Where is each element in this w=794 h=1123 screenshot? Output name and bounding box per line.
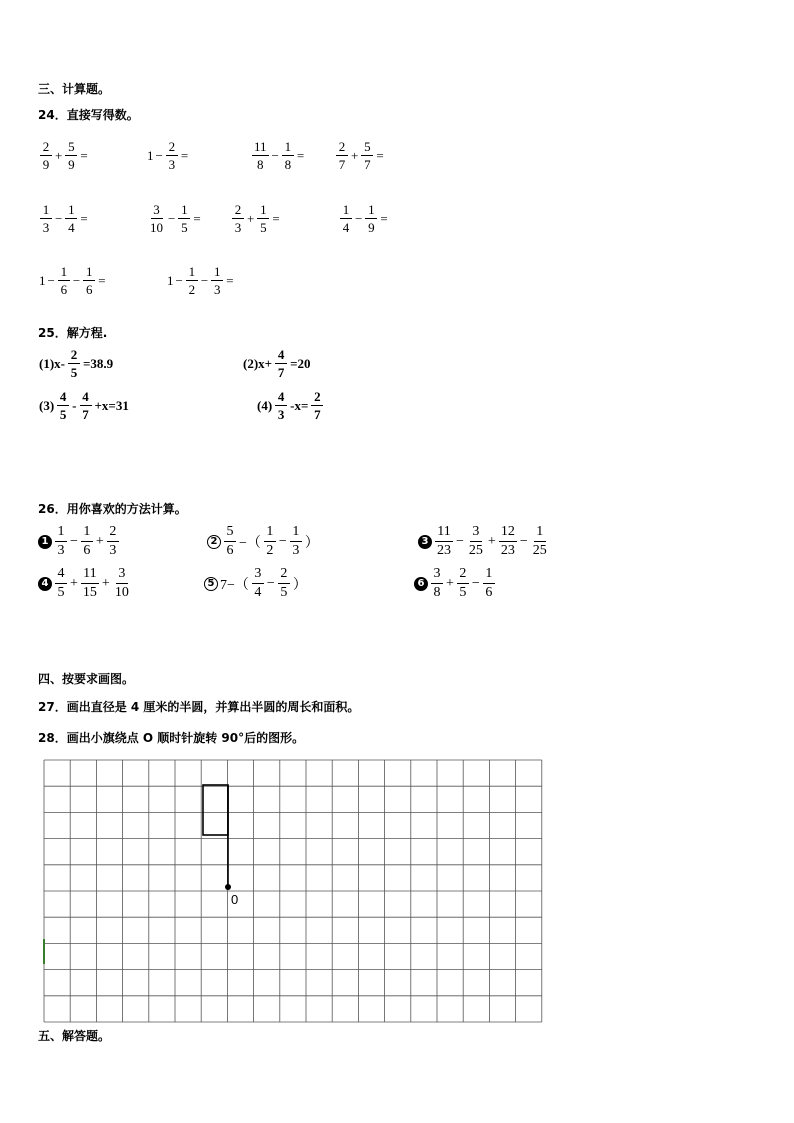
- q24-expr: [338, 203, 389, 234]
- math-text: =: [376, 147, 384, 163]
- fraction: [57, 390, 69, 421]
- fraction: [531, 525, 549, 558]
- numerator: 1: [264, 525, 276, 542]
- denominator: 2: [266, 543, 274, 558]
- section-4-title: 四、按要求画图。: [38, 672, 135, 686]
- flag-shape: [203, 785, 228, 835]
- q24-expr: [230, 203, 281, 234]
- math-text: −: [278, 533, 287, 549]
- math-text: +: [446, 575, 454, 591]
- numerator: 4: [275, 348, 287, 364]
- q24-title: 24．直接写得数。: [38, 108, 139, 122]
- fraction: [290, 525, 302, 558]
- math-text: =: [226, 272, 234, 288]
- section-3-title: 三、计算题。: [38, 82, 111, 96]
- grid-lines: [44, 760, 542, 1022]
- math-text: +: [487, 533, 496, 549]
- item-marker-icon: 5: [204, 577, 218, 591]
- fraction: [252, 567, 264, 600]
- denominator: 15: [82, 585, 97, 600]
- denominator: 8: [433, 585, 441, 600]
- fraction: [275, 390, 287, 421]
- fraction: [232, 203, 244, 234]
- denominator: 9: [68, 157, 75, 172]
- fraction: [166, 140, 178, 171]
- denominator: 23: [500, 543, 515, 558]
- denominator: 7: [277, 365, 285, 380]
- math-text: −: [70, 533, 78, 549]
- denominator: 8: [284, 157, 292, 172]
- math-text: −: [200, 272, 209, 288]
- numerator: 11: [254, 139, 267, 154]
- math-text: +: [55, 147, 63, 163]
- q24-expr: [166, 265, 235, 296]
- numerator: 1: [81, 525, 93, 542]
- numerator: 2: [166, 140, 178, 156]
- fraction: [467, 525, 485, 558]
- numerator: 2: [311, 390, 323, 406]
- q26-expr: [38, 525, 121, 558]
- item-marker-icon: 3: [418, 535, 432, 549]
- math-text: +: [247, 210, 255, 226]
- fraction: [211, 265, 223, 296]
- fraction: [40, 140, 52, 171]
- fraction: [113, 567, 131, 600]
- math-text: 1: [167, 272, 174, 288]
- denominator: 10: [114, 585, 129, 600]
- numerator: 1: [55, 525, 67, 542]
- denominator: 3: [57, 543, 65, 558]
- point-o-label: 0: [231, 892, 239, 907]
- denominator: 4: [254, 585, 262, 600]
- q24-expr: [146, 140, 189, 171]
- math-text: =38.9: [83, 355, 114, 371]
- numerator: 2: [278, 567, 290, 584]
- item-marker-icon: 1: [38, 535, 52, 549]
- numerator: 1: [534, 525, 546, 542]
- math-text: -: [72, 397, 77, 413]
- denominator: 5: [181, 220, 188, 235]
- numerator: 1: [186, 265, 198, 281]
- denominator: 3: [234, 220, 242, 235]
- denominator: 3: [277, 407, 285, 422]
- q28-title: 28．画出小旗绕点 O 顺时针旋转 90°后的图形。: [38, 731, 305, 745]
- numerator: 2: [107, 525, 119, 542]
- numerator: 2: [232, 203, 244, 219]
- math-text: −: [271, 147, 279, 163]
- fraction: [65, 203, 77, 234]
- denominator: 3: [168, 157, 176, 172]
- math-text: =20: [290, 355, 311, 371]
- section-5-title: 五、解答题。: [38, 1029, 111, 1043]
- q26-expr: [207, 525, 320, 558]
- fraction: [431, 567, 443, 600]
- fraction: [40, 203, 52, 234]
- numerator: 1: [65, 203, 77, 219]
- denominator: 8: [257, 157, 264, 172]
- denominator: 5: [459, 585, 467, 600]
- math-text: −: [155, 147, 163, 163]
- fraction: [499, 525, 517, 558]
- denominator: 5: [57, 585, 65, 600]
- denominator: 7: [314, 407, 321, 422]
- fraction: [186, 265, 198, 296]
- math-text: −: [55, 210, 63, 226]
- q26-expr: [414, 567, 497, 600]
- numerator: 3: [116, 567, 128, 584]
- q24-expr: [38, 203, 89, 234]
- math-text: =: [80, 210, 88, 226]
- numerator: 12: [499, 525, 517, 542]
- q26-title: 26．用你喜欢的方法计算。: [38, 502, 187, 516]
- q25-title: 25．解方程.: [38, 326, 108, 340]
- fraction: [282, 140, 294, 171]
- denominator: 5: [70, 365, 78, 380]
- math-text: +: [101, 575, 110, 591]
- numerator: 1: [58, 265, 70, 281]
- denominator: 3: [213, 282, 221, 297]
- numerator: 1: [340, 203, 352, 219]
- numerator: 2: [40, 140, 52, 156]
- fraction: [252, 140, 269, 171]
- q24-expr: [38, 140, 89, 171]
- denominator: 6: [485, 585, 493, 600]
- math-text: =: [80, 147, 88, 163]
- numerator: 5: [361, 140, 373, 156]
- numerator: 11: [81, 567, 98, 584]
- q26-expr: [418, 525, 551, 558]
- item-marker-icon: 4: [38, 577, 52, 591]
- denominator: 7: [338, 157, 346, 172]
- math-text: +: [95, 533, 104, 549]
- numerator: 1: [40, 203, 52, 219]
- math-text: +: [351, 147, 359, 163]
- fraction: [278, 567, 290, 600]
- q24-expr: [250, 140, 305, 171]
- numerator: 1: [178, 203, 190, 219]
- denominator: 5: [280, 585, 288, 600]
- fraction: [365, 203, 377, 234]
- math-text: −: [168, 210, 176, 226]
- denominator: 4: [68, 220, 75, 235]
- q27-title: 27．画出直径是 4 厘米的半圆，并算出半圆的周长和面积。: [38, 700, 360, 714]
- denominator: 5: [260, 220, 267, 235]
- numerator: 4: [80, 390, 92, 406]
- q25-equation: [38, 348, 114, 379]
- numerator: 1: [282, 140, 294, 156]
- math-text: -x=: [290, 397, 309, 413]
- numerator: 5: [224, 525, 236, 542]
- math-text: −（: [239, 535, 261, 551]
- denominator: 2: [188, 282, 196, 297]
- denominator: 25: [532, 543, 547, 558]
- fraction: [55, 567, 67, 600]
- numerator: 3: [470, 525, 482, 542]
- denominator: 3: [42, 220, 50, 235]
- item-marker-icon: 2: [207, 535, 221, 549]
- numerator: 4: [275, 390, 287, 406]
- math-text: =: [98, 272, 106, 288]
- fraction: [336, 140, 348, 171]
- fraction: [55, 525, 67, 558]
- denominator: 4: [342, 220, 350, 235]
- fraction: [264, 525, 276, 558]
- fraction: [257, 203, 269, 234]
- denominator: 3: [292, 543, 300, 558]
- fraction: [340, 203, 352, 234]
- fraction: [311, 390, 323, 421]
- math-text: 1: [147, 147, 154, 163]
- numerator: 1: [365, 203, 377, 219]
- denominator: 7: [364, 157, 371, 172]
- fraction: [107, 525, 119, 558]
- item-marker-icon: 6: [414, 577, 428, 591]
- math-text: −: [72, 272, 81, 288]
- q25-equation: [38, 390, 130, 421]
- fraction: [68, 348, 80, 379]
- math-text: −: [519, 533, 528, 549]
- fraction: [361, 140, 373, 171]
- fraction: [58, 265, 70, 296]
- fraction: [80, 390, 92, 421]
- fraction: [457, 567, 469, 600]
- math-text: ）: [292, 577, 307, 593]
- q24-expr: [146, 203, 202, 234]
- q26-expr: [204, 567, 308, 600]
- numerator: 2: [336, 140, 348, 156]
- numerator: 1: [483, 567, 495, 584]
- math-text: =: [272, 210, 280, 226]
- denominator: 6: [60, 282, 68, 297]
- math-text: =: [380, 210, 388, 226]
- math-text: 1: [39, 272, 46, 288]
- math-text: (2)x+: [243, 355, 273, 371]
- denominator: 9: [368, 220, 375, 235]
- math-text: +: [70, 575, 78, 591]
- fraction: [148, 203, 165, 234]
- numerator: 11: [435, 525, 452, 542]
- denominator: 6: [83, 543, 91, 558]
- fraction: [65, 140, 77, 171]
- numerator: 2: [457, 567, 469, 584]
- q24-expr: [334, 140, 385, 171]
- denominator: 5: [59, 407, 67, 422]
- numerator: 1: [211, 265, 223, 281]
- fraction: [81, 567, 99, 600]
- numerator: 4: [57, 390, 69, 406]
- fraction: [178, 203, 190, 234]
- fraction: [224, 525, 236, 558]
- math-text: −: [175, 272, 183, 288]
- denominator: 10: [150, 220, 163, 235]
- denominator: 3: [109, 543, 117, 558]
- math-text: 7−（: [220, 577, 249, 593]
- fraction: [81, 525, 93, 558]
- math-text: (3): [39, 397, 55, 413]
- fraction: [483, 567, 495, 600]
- math-text: −: [355, 210, 363, 226]
- math-text: +x=31: [94, 397, 129, 413]
- denominator: 6: [226, 543, 234, 558]
- math-text: =: [296, 147, 305, 163]
- math-text: ）: [304, 535, 319, 551]
- fraction: [435, 525, 453, 558]
- fraction: [83, 265, 95, 296]
- denominator: 9: [42, 157, 50, 172]
- denominator: 7: [82, 407, 89, 422]
- numerator: 1: [290, 525, 302, 542]
- fraction: [275, 348, 287, 379]
- numerator: 5: [65, 140, 77, 156]
- math-text: −: [471, 575, 480, 591]
- q25-equation: [242, 348, 312, 379]
- point-o: [225, 884, 231, 890]
- denominator: 6: [85, 282, 93, 297]
- math-text: =: [180, 147, 189, 163]
- q26-expr: [38, 567, 133, 600]
- numerator: 1: [257, 203, 269, 219]
- numerator: 1: [83, 265, 95, 281]
- math-text: (4): [257, 397, 273, 413]
- math-text: −: [47, 272, 55, 288]
- numerator: 2: [68, 348, 80, 364]
- numerator: 3: [252, 567, 264, 584]
- math-text: −: [456, 533, 464, 549]
- numerator: 3: [151, 203, 163, 219]
- q24-expr: [38, 265, 107, 296]
- math-text: (1)x-: [39, 355, 65, 371]
- math-text: −: [266, 575, 275, 591]
- math-text: =: [193, 210, 201, 226]
- denominator: 25: [468, 543, 483, 558]
- denominator: 23: [437, 543, 451, 558]
- numerator: 4: [55, 567, 67, 584]
- numerator: 3: [431, 567, 443, 584]
- q25-equation: [256, 390, 325, 421]
